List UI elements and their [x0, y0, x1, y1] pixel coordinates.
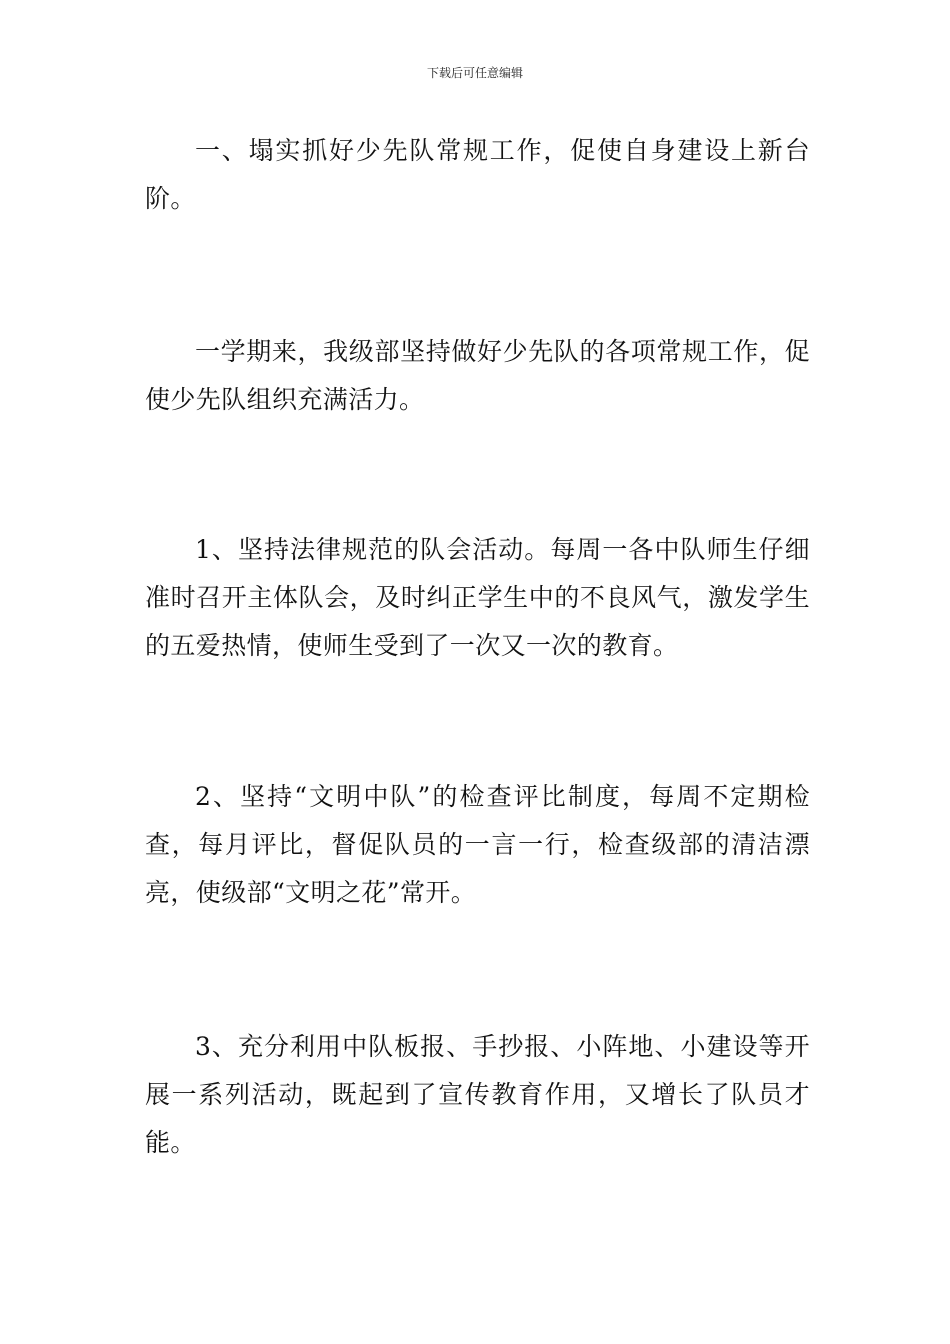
- page-header: 下载后可任意编辑: [426, 66, 523, 80]
- paragraph-item-2: 2、坚持“文明中队”的检查评比制度，每周不定期检查，每月评比，督促队员的一言一行，检查级部的清洁漂亮，使级部“文明之花”常开。: [145, 782, 810, 907]
- paragraph-section-heading: 一、塌实抓好少先队常规工作，促使自身建设上新台阶。: [145, 136, 810, 213]
- paragraph-intro: 一学期来，我级部坚持做好少先队的各项常规工作，促使少先队组织充满活力。: [145, 337, 810, 414]
- paragraph-item-1: 1、坚持法律规范的队会活动。每周一各中队师生仔细准时召开主体队会，及时纠正学生中的不良风气，激发学生的五爱热情，使师生受到了一次又一次的教育。: [145, 535, 810, 660]
- paragraph-item-3: 3、充分利用中队板报、手抄报、小阵地、小建设等开展一系列活动，既起到了宣传教育作用，又增长了队员才能。: [145, 1032, 810, 1157]
